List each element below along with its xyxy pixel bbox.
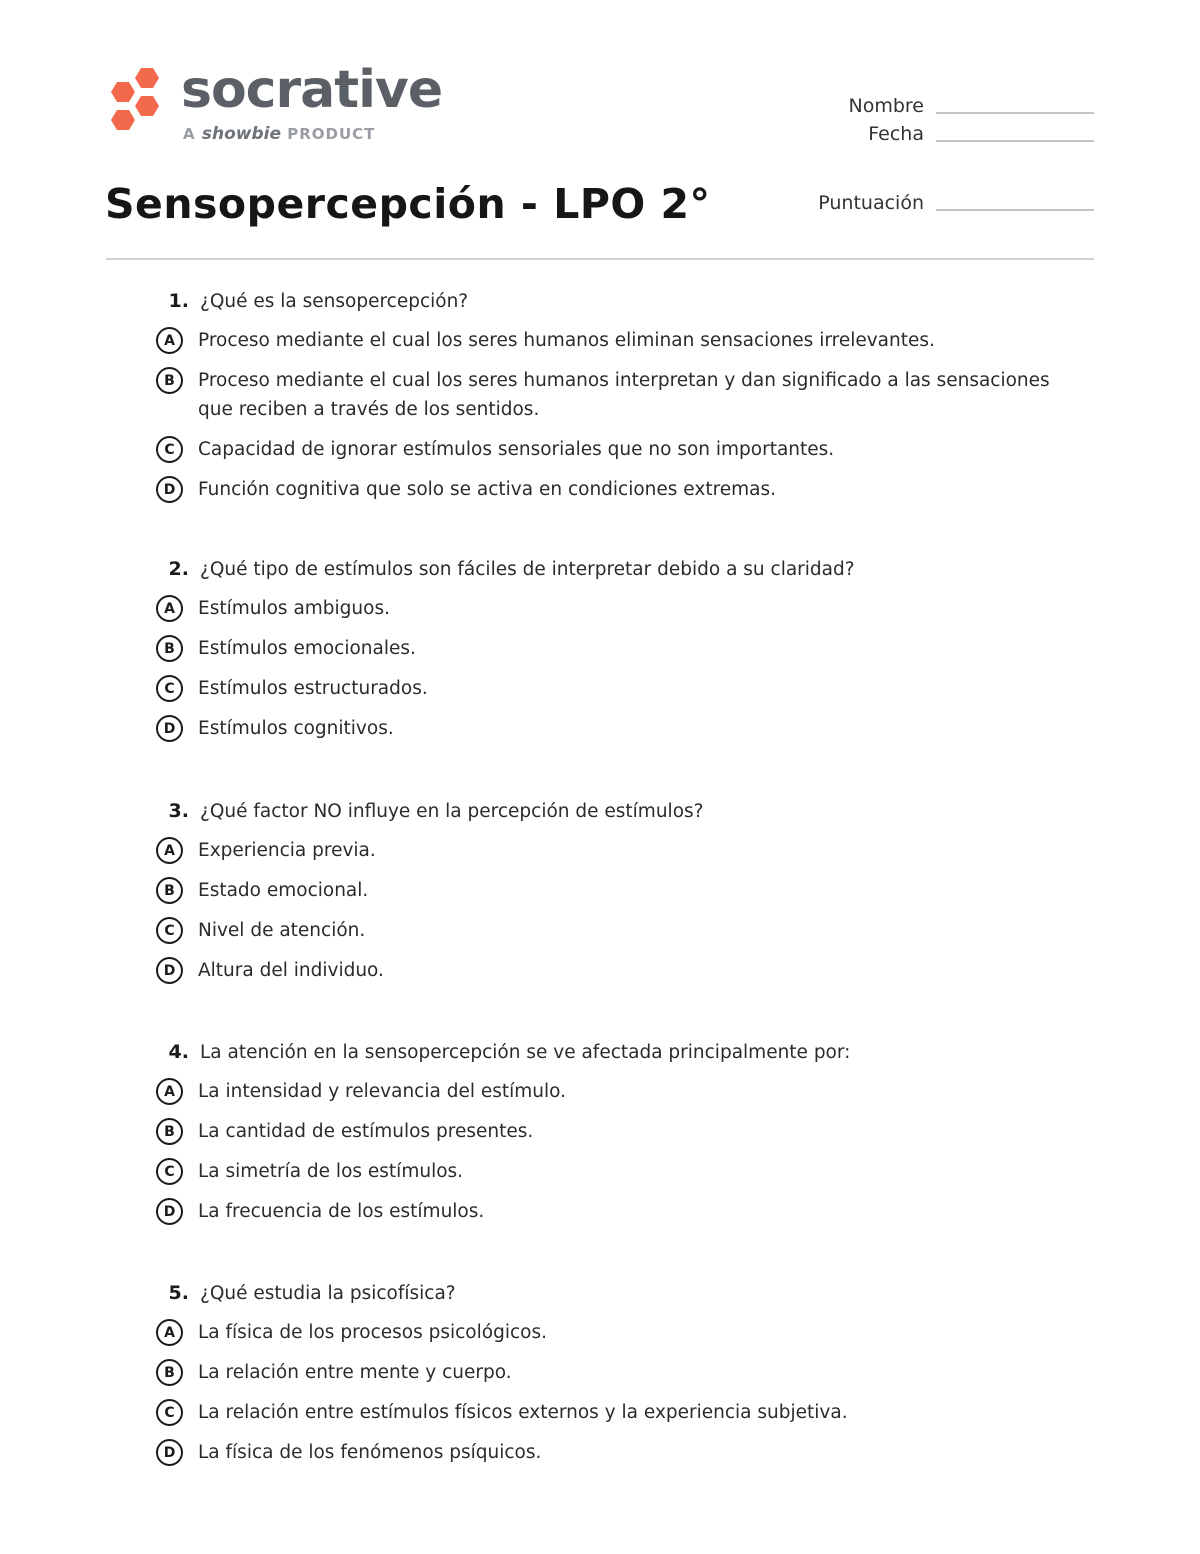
name-field	[849, 95, 1095, 117]
date-label: Fecha	[868, 123, 924, 145]
option-letter-circle-icon[interactable]: A	[156, 595, 183, 622]
question-2	[156, 558, 1096, 754]
score-field	[818, 192, 1094, 214]
option-text: La simetría de los estímulos.	[198, 1161, 464, 1182]
logo-wordmark: socrative	[181, 60, 443, 120]
answer-option-c[interactable]	[156, 1157, 1096, 1186]
option-letter-circle-icon[interactable]: A	[156, 837, 183, 864]
question-text: La atención en la sensopercepción se ve afectada principalmente por:	[200, 1042, 851, 1063]
option-letter-circle-icon[interactable]: D	[156, 1198, 183, 1225]
answer-option-a[interactable]	[156, 1318, 1096, 1347]
logo-tagline	[183, 124, 375, 144]
date-field	[868, 123, 1094, 145]
hexagon-logo-icon	[105, 64, 167, 144]
answer-option-c[interactable]	[156, 435, 1096, 464]
option-letter-circle-icon[interactable]: A	[156, 1078, 183, 1105]
question-number: 3.	[168, 800, 189, 822]
logo-tagline-brand: showbie	[201, 124, 281, 144]
option-text: Nivel de atención.	[198, 920, 366, 941]
answer-option-d[interactable]	[156, 1197, 1096, 1226]
option-letter-circle-icon[interactable]: B	[156, 877, 183, 904]
question-text: ¿Qué factor NO influye en la percepción de estímulos?	[200, 801, 704, 822]
answer-option-d[interactable]	[156, 714, 1096, 743]
option-text: Proceso mediante el cual los seres humanos eliminan sensaciones irrelevantes.	[198, 330, 935, 351]
option-letter-circle-icon[interactable]: B	[156, 1359, 183, 1386]
option-text: Estímulos cognitivos.	[198, 718, 394, 739]
question-number: 1.	[168, 290, 189, 312]
option-letter-circle-icon[interactable]: B	[156, 635, 183, 662]
logo-tagline-suffix: PRODUCT	[287, 125, 376, 143]
question-header	[156, 800, 1096, 836]
option-text: La frecuencia de los estímulos.	[198, 1201, 485, 1222]
option-text: La cantidad de estímulos presentes.	[198, 1121, 534, 1142]
name-line[interactable]	[936, 112, 1094, 114]
question-header	[156, 1282, 1096, 1318]
option-letter-circle-icon[interactable]: C	[156, 917, 183, 944]
question-3	[156, 800, 1096, 996]
answer-option-c[interactable]	[156, 1398, 1096, 1427]
option-text: Estado emocional.	[198, 880, 369, 901]
page-title: Sensopercepción - LPO 2°	[105, 180, 711, 228]
option-letter-circle-icon[interactable]: D	[156, 715, 183, 742]
option-text: Altura del individuo.	[198, 960, 384, 981]
answer-option-c[interactable]	[156, 916, 1096, 945]
option-text: La física de los procesos psicológicos.	[198, 1322, 547, 1343]
answer-option-a[interactable]	[156, 326, 1096, 355]
answer-option-a[interactable]	[156, 836, 1096, 865]
answer-option-d[interactable]	[156, 956, 1096, 985]
name-label: Nombre	[848, 95, 924, 117]
option-letter-circle-icon[interactable]: C	[156, 675, 183, 702]
option-text: Estímulos ambiguos.	[198, 598, 390, 619]
question-text: ¿Qué estudia la psicofísica?	[200, 1283, 456, 1304]
option-letter-circle-icon[interactable]: D	[156, 476, 183, 503]
option-text: Capacidad de ignorar estímulos sensoriales que no son importantes.	[198, 439, 835, 460]
option-text: La relación entre mente y cuerpo.	[198, 1362, 512, 1383]
option-text: Estímulos estructurados.	[198, 678, 428, 699]
option-letter-circle-icon[interactable]: B	[156, 367, 183, 394]
option-text: Experiencia previa.	[198, 840, 376, 861]
question-header	[156, 290, 1096, 326]
answer-option-d[interactable]	[156, 1438, 1096, 1467]
socrative-logo	[105, 60, 465, 148]
question-1	[156, 290, 1096, 515]
answer-option-c[interactable]	[156, 674, 1096, 703]
date-line[interactable]	[936, 140, 1094, 142]
logo-tagline-prefix: A	[183, 125, 196, 143]
answer-option-b[interactable]	[156, 1358, 1096, 1387]
score-line[interactable]	[936, 209, 1094, 211]
option-letter-circle-icon[interactable]: A	[156, 1319, 183, 1346]
option-text: La física de los fenómenos psíquicos.	[198, 1442, 542, 1463]
question-text: ¿Qué tipo de estímulos son fáciles de interpretar debido a su claridad?	[200, 559, 855, 580]
question-number: 5.	[168, 1282, 189, 1304]
question-4	[156, 1041, 1096, 1237]
option-text: Estímulos emocionales.	[198, 638, 416, 659]
answer-option-b[interactable]	[156, 876, 1096, 905]
option-text: La intensidad y relevancia del estímulo.	[198, 1081, 567, 1102]
score-label: Puntuación	[818, 192, 924, 214]
question-text: ¿Qué es la sensopercepción?	[200, 291, 469, 312]
option-text: Proceso mediante el cual los seres humanos interpretan y dan significado a las sensaciones que reciben a través de los sentidos.	[198, 370, 1050, 420]
question-header	[156, 1041, 1096, 1077]
answer-option-a[interactable]	[156, 1077, 1096, 1106]
option-letter-circle-icon[interactable]: D	[156, 957, 183, 984]
answer-option-d[interactable]	[156, 475, 1096, 504]
option-letter-circle-icon[interactable]: B	[156, 1118, 183, 1145]
question-number: 2.	[168, 558, 189, 580]
option-letter-circle-icon[interactable]: C	[156, 436, 183, 463]
answer-option-b[interactable]	[156, 366, 1096, 424]
option-letter-circle-icon[interactable]: A	[156, 327, 183, 354]
header-divider	[106, 258, 1094, 260]
option-letter-circle-icon[interactable]: D	[156, 1439, 183, 1466]
answer-option-b[interactable]	[156, 1117, 1096, 1146]
question-number: 4.	[168, 1041, 189, 1063]
option-text: Función cognitiva que solo se activa en condiciones extremas.	[198, 479, 777, 500]
option-letter-circle-icon[interactable]: C	[156, 1158, 183, 1185]
option-letter-circle-icon[interactable]: C	[156, 1399, 183, 1426]
question-header	[156, 558, 1096, 594]
question-5	[156, 1282, 1096, 1478]
answer-option-a[interactable]	[156, 594, 1096, 623]
option-text: La relación entre estímulos físicos externos y la experiencia subjetiva.	[198, 1402, 848, 1423]
answer-option-b[interactable]	[156, 634, 1096, 663]
